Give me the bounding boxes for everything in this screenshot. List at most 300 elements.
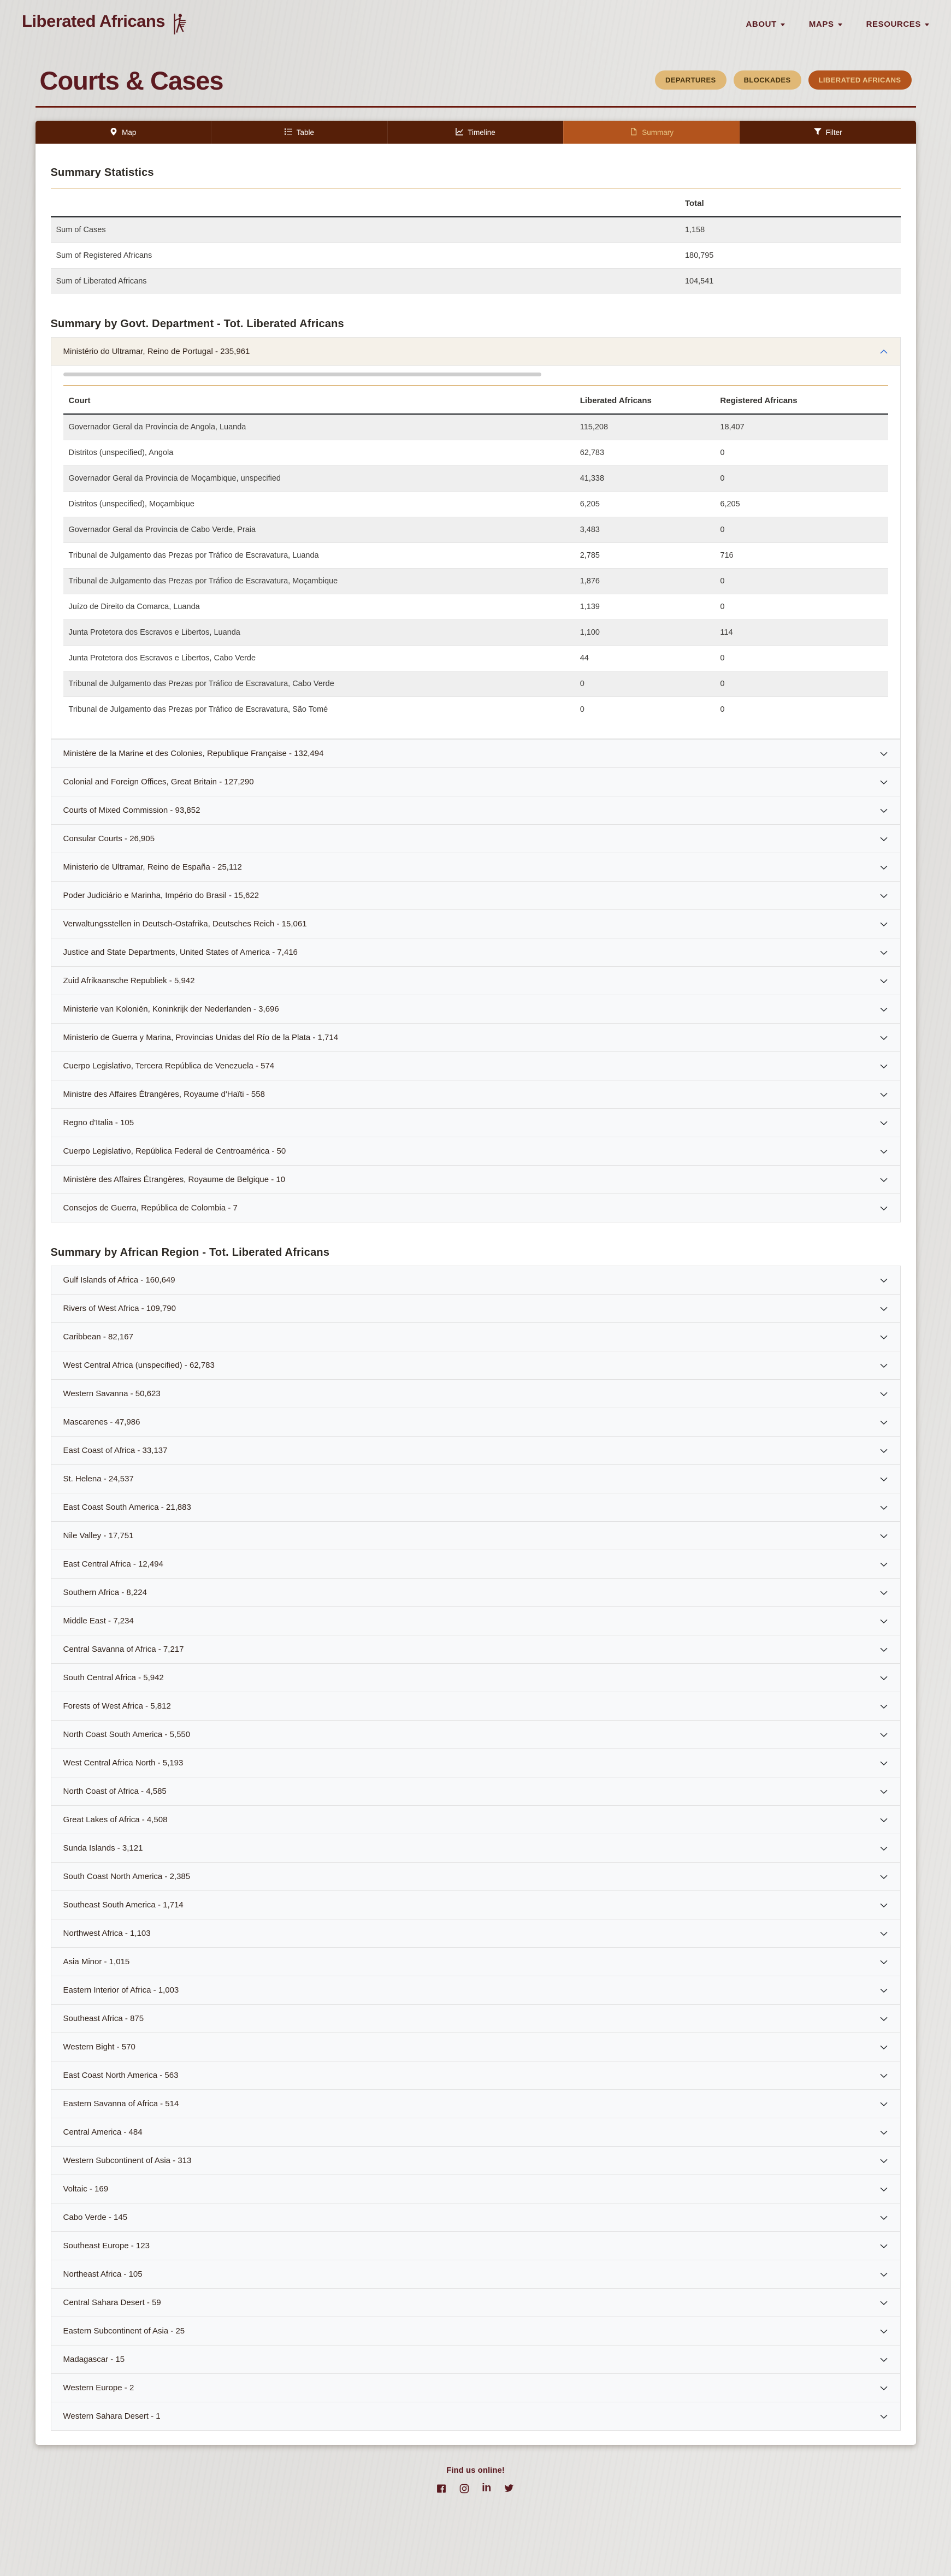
- tab-table[interactable]: [211, 121, 387, 144]
- court-cell: Distritos (unspecified), Angola: [63, 440, 575, 466]
- chevron-down-icon: [879, 2384, 888, 2392]
- court-cell: Governador Geral da Provincia de Cabo Verde, Praia: [63, 517, 575, 543]
- chevron-down-icon: [879, 1090, 888, 1099]
- accordion-header[interactable]: [51, 1437, 900, 1464]
- accordion-header[interactable]: [51, 1323, 900, 1351]
- chevron-down-icon: [879, 1674, 888, 1682]
- timeline-chart-icon: [456, 128, 463, 137]
- accordion-header[interactable]: [51, 1635, 900, 1663]
- accordion-header[interactable]: [51, 2175, 900, 2203]
- accordion-item-label: Southeast South America - 1,714: [63, 1900, 184, 1910]
- accordion-header[interactable]: [51, 1948, 900, 1976]
- accordion-header[interactable]: [51, 1380, 900, 1408]
- tab-map[interactable]: [36, 121, 211, 144]
- accordion-header[interactable]: [51, 2317, 900, 2345]
- accordion-item-label: East Coast South America - 21,883: [63, 1503, 191, 1512]
- accordion-header[interactable]: [51, 338, 900, 365]
- footer-title: Find us online!: [446, 2466, 505, 2475]
- accordion-header[interactable]: [51, 1721, 900, 1748]
- chevron-down-icon: [879, 1560, 888, 1569]
- liberated-cell: 41,338: [575, 466, 715, 492]
- view-tabs: [36, 121, 916, 144]
- instagram-icon[interactable]: [459, 2483, 470, 2494]
- accordion-item-label: Northeast Africa - 105: [63, 2270, 143, 2279]
- registered-cell: 114: [714, 620, 888, 646]
- chevron-down-icon: [879, 1333, 888, 1342]
- tab-label: Map: [122, 128, 137, 137]
- chevron-down-icon: [879, 1986, 888, 1995]
- accordion-item-label: Ministerie van Koloniën, Koninkrijk der Nederlanden - 3,696: [63, 1005, 279, 1014]
- summary-statistics-heading: Summary Statistics: [50, 167, 154, 179]
- liberated-cell: 6,205: [575, 492, 715, 517]
- accordion-item: [51, 2402, 901, 2431]
- accordion-header[interactable]: [51, 1080, 900, 1108]
- table-row: [63, 517, 888, 543]
- accordion-item-label: North Coast South America - 5,550: [63, 1730, 191, 1740]
- accordion-item-label: South Coast North America - 2,385: [63, 1872, 191, 1882]
- court-cell: Distritos (unspecified), Moçambique: [63, 492, 575, 517]
- accordion-item-label: Courts of Mixed Commission - 93,852: [63, 806, 200, 816]
- court-cell: Junta Protetora dos Escravos e Libertos, Luanda: [63, 620, 575, 646]
- accordion-header[interactable]: [51, 2345, 900, 2373]
- accordion-item: [51, 1051, 901, 1080]
- chevron-down-icon: [879, 1361, 888, 1370]
- chevron-down-icon: [879, 1119, 888, 1127]
- chevron-down-icon: [838, 23, 842, 26]
- linkedin-icon[interactable]: [482, 2482, 491, 2495]
- accordion-header[interactable]: [51, 1351, 900, 1379]
- region-accordion: [51, 1266, 901, 2431]
- chevron-down-icon: [879, 1147, 888, 1156]
- chevron-down-icon: [879, 1304, 888, 1313]
- accordion-item-label: Gulf Islands of Africa - 160,649: [63, 1275, 175, 1285]
- table-row: [63, 697, 888, 723]
- court-cell: Tribunal de Julgamento das Prezas por Tráfico de Escravatura, São Tomé: [63, 697, 575, 723]
- accordion-header[interactable]: [51, 1579, 900, 1606]
- chevron-down-icon: [879, 1872, 888, 1881]
- accordion-header[interactable]: [51, 967, 900, 995]
- table-row: [51, 269, 901, 294]
- accordion-header[interactable]: [51, 1976, 900, 2004]
- accordion-item: [51, 1777, 901, 1806]
- accordion-item: [51, 1521, 901, 1550]
- logo-text: Liberated Africans: [22, 11, 166, 31]
- chevron-down-icon: [879, 2299, 888, 2307]
- accordion-item: [51, 909, 901, 938]
- accordion-item-label: Ministère des Affaires Étrangères, Royaume de Belgique - 10: [63, 1175, 286, 1185]
- tab-label: Timeline: [468, 128, 495, 137]
- accordion-item: [51, 1436, 901, 1465]
- table-header-row: [51, 188, 901, 217]
- accordion-header[interactable]: [51, 1493, 900, 1521]
- accordion-header[interactable]: [51, 1052, 900, 1080]
- site-logo[interactable]: [22, 12, 187, 39]
- pill-blockades[interactable]: BLOCKADES: [734, 70, 801, 90]
- accordion-header[interactable]: [51, 853, 900, 881]
- accordion-item: [51, 1550, 901, 1579]
- accordion-item: [51, 2175, 901, 2203]
- accordion-item: [51, 2373, 901, 2402]
- stat-total-cell: 104,541: [680, 269, 901, 294]
- accordion-item-label: Asia Minor - 1,015: [63, 1957, 130, 1967]
- chevron-down-icon: [879, 1730, 888, 1739]
- chevron-down-icon: [879, 749, 888, 758]
- chevron-down-icon: [879, 1787, 888, 1796]
- chevron-down-icon: [879, 806, 888, 815]
- accordion-item-label: Madagascar - 15: [63, 2355, 125, 2365]
- accordion-header[interactable]: [51, 1109, 900, 1137]
- accordion-item-label: Voltaic - 169: [63, 2184, 109, 2194]
- region-summary-heading: Summary by African Region - Tot. Liberated Africans: [50, 1246, 330, 1259]
- accordion-header[interactable]: [51, 1891, 900, 1919]
- stat-total-cell: 180,795: [680, 243, 901, 269]
- accordion-header[interactable]: [51, 2232, 900, 2260]
- accordion-item: [51, 2089, 901, 2118]
- dataset-pills: [655, 70, 911, 94]
- total-header-cell: Total: [680, 188, 901, 217]
- accordion-header[interactable]: [51, 995, 900, 1023]
- chevron-down-icon: [879, 920, 888, 929]
- accordion-item: [51, 1080, 901, 1109]
- accordion-item-label: Northwest Africa - 1,103: [63, 1929, 151, 1939]
- accordion-item-label: Cuerpo Legislativo, República Federal de Centroamérica - 50: [63, 1147, 286, 1156]
- accordion-item: [51, 1464, 901, 1493]
- accordion-header[interactable]: [51, 1777, 900, 1805]
- accordion-item: [51, 824, 901, 853]
- social-links: [0, 2482, 951, 2495]
- chevron-up-icon[interactable]: [879, 347, 888, 356]
- chevron-down-icon: [879, 778, 888, 787]
- accordion-header[interactable]: [51, 1806, 900, 1834]
- accordion-item: [51, 2317, 901, 2345]
- chevron-down-icon: [879, 948, 888, 957]
- registered-cell: 716: [714, 543, 888, 569]
- site-footer: [0, 2466, 951, 2516]
- nav-item-about[interactable]: [746, 20, 785, 29]
- accordion-header[interactable]: [51, 1024, 900, 1051]
- accordion-header[interactable]: [51, 2033, 900, 2061]
- accordion-header[interactable]: [51, 2147, 900, 2175]
- accordion-item-label: Justice and State Departments, United States of America - 7,416: [63, 948, 298, 958]
- liberated-cell: 115,208: [580, 423, 609, 432]
- chevron-down-icon: [879, 1062, 888, 1071]
- accordion-item: [51, 881, 901, 910]
- registered-cell: 18,407: [720, 423, 745, 432]
- liberated-cell: 44: [575, 646, 715, 671]
- accordion-header[interactable]: [51, 882, 900, 909]
- accordion-item-label: Nile Valley - 17,751: [63, 1531, 134, 1541]
- govt-accordion: [51, 337, 901, 1222]
- stat-label-cell: Sum of Cases: [56, 226, 106, 235]
- accordion-item: [51, 1748, 901, 1777]
- accordion-header[interactable]: [51, 740, 900, 767]
- linkedin-glyph: in: [482, 2482, 491, 2495]
- liberated-cell: 62,783: [575, 440, 715, 466]
- accordion-item-label: Eastern Subcontinent of Asia - 25: [63, 2326, 185, 2336]
- chevron-down-icon: [879, 1276, 888, 1285]
- title-divider: [36, 106, 916, 108]
- accordion-header[interactable]: [51, 1664, 900, 1692]
- tab-label: Summary: [642, 128, 674, 137]
- nav-item-resources[interactable]: [866, 20, 929, 29]
- accordion-header[interactable]: [51, 2289, 900, 2317]
- accordion-item-label: Mascarenes - 47,986: [63, 1417, 140, 1427]
- accordion-header[interactable]: [51, 2005, 900, 2033]
- warrior-figure-icon: [170, 12, 187, 39]
- accordion-item-label: Southeast Africa - 875: [63, 2014, 144, 2024]
- accordion-item-label: Poder Judiciário e Marinha, Império do Brasil - 15,622: [63, 891, 259, 901]
- facebook-icon[interactable]: [436, 2483, 447, 2494]
- accordion-item-label: East Coast North America - 563: [63, 2071, 179, 2081]
- accordion-item: [51, 1947, 901, 1976]
- table-row: [63, 414, 888, 440]
- accordion-item: [51, 1493, 901, 1522]
- accordion-item: [51, 1351, 901, 1380]
- accordion-header[interactable]: [51, 2402, 900, 2430]
- accordion-item: [51, 1379, 901, 1408]
- tab-summary[interactable]: [563, 121, 740, 144]
- accordion-item-label: East Central Africa - 12,494: [63, 1559, 163, 1569]
- accordion-item: [51, 2118, 901, 2147]
- accordion-header[interactable]: [51, 825, 900, 853]
- accordion-item: [51, 1834, 901, 1863]
- accordion-item: [51, 1919, 901, 1948]
- accordion-header[interactable]: [51, 1834, 900, 1862]
- accordion-item-label: St. Helena - 24,537: [63, 1474, 134, 1484]
- accordion-item-label: Consular Courts - 26,905: [63, 834, 155, 844]
- accordion-item-label: East Coast of Africa - 33,137: [63, 1446, 168, 1456]
- liberated-cell: 2,785: [575, 543, 715, 569]
- stat-label-cell: Sum of Liberated Africans: [51, 269, 680, 294]
- accordion-header[interactable]: [51, 1863, 900, 1890]
- accordion-item: [51, 1578, 901, 1607]
- accordion-item: [51, 1165, 901, 1194]
- card-body: [36, 167, 916, 2445]
- chevron-down-icon: [879, 891, 888, 900]
- accordion-item: [51, 2146, 901, 2175]
- accordion-header[interactable]: [51, 1522, 900, 1550]
- accordion-item-expanded: [51, 337, 901, 739]
- registered-cell: 0: [714, 440, 888, 466]
- registered-cell: 0: [714, 594, 888, 620]
- chevron-down-icon: [879, 2071, 888, 2080]
- chevron-down-icon: [879, 1446, 888, 1455]
- chevron-down-icon: [879, 1033, 888, 1042]
- accordion-item: [51, 1976, 901, 2005]
- chevron-down-icon: [879, 2213, 888, 2222]
- accordion-header[interactable]: [51, 1408, 900, 1436]
- accordion-header[interactable]: [51, 2203, 900, 2231]
- accordion-item: [51, 1692, 901, 1721]
- chevron-down-icon: [879, 1645, 888, 1654]
- accordion-item-label: Sunda Islands - 3,121: [63, 1844, 143, 1853]
- site-header: [0, 0, 951, 39]
- govt-summary-heading: Summary by Govt. Department - Tot. Liberated Africans: [50, 318, 344, 330]
- liberated-cell: 1,139: [575, 594, 715, 620]
- filter-funnel-icon: [814, 128, 822, 137]
- accordion-body: [51, 365, 900, 738]
- chevron-down-icon: [781, 23, 785, 26]
- accordion-item: [51, 1720, 901, 1749]
- accordion-item: [51, 938, 901, 967]
- accordion-item: [51, 739, 901, 768]
- chevron-down-icon: [879, 2270, 888, 2279]
- accordion-item-label: Ministre des Affaires Étrangères, Royaume d'Haïti - 558: [63, 1090, 265, 1100]
- accordion-item: [51, 2231, 901, 2260]
- accordion-item: [51, 1108, 901, 1137]
- accordion-header[interactable]: [51, 2374, 900, 2402]
- registered-header-cell: Registered Africans: [714, 386, 888, 414]
- accordion-header[interactable]: [51, 2260, 900, 2288]
- registered-cell: 0: [714, 646, 888, 671]
- accordion-item: [51, 2004, 901, 2033]
- chevron-down-icon: [879, 2355, 888, 2364]
- accordion-item: [51, 1606, 901, 1635]
- chevron-down-icon: [879, 1005, 888, 1014]
- accordion-header[interactable]: [51, 1919, 900, 1947]
- accordion-header[interactable]: [51, 2061, 900, 2089]
- accordion-item-label: Western Europe - 2: [63, 2383, 134, 2393]
- accordion-header[interactable]: [51, 1749, 900, 1777]
- accordion-item-label: Central America - 484: [63, 2128, 143, 2137]
- accordion-item: [51, 1663, 901, 1692]
- accordion-item: [51, 2260, 901, 2289]
- accordion-header[interactable]: [51, 796, 900, 824]
- chevron-down-icon: [879, 1532, 888, 1540]
- stat-label-cell: Sum of Registered Africans: [51, 243, 680, 269]
- nav-label: MAPS: [808, 20, 834, 29]
- chevron-down-icon: [879, 1901, 888, 1910]
- accordion-header[interactable]: [51, 1465, 900, 1493]
- accordion-item: [51, 767, 901, 796]
- accordion-item: [51, 1294, 901, 1323]
- court-header-cell: Court: [63, 386, 575, 414]
- accordion-item: [51, 995, 901, 1024]
- main-nav: [746, 12, 930, 29]
- chevron-down-icon: [879, 1475, 888, 1484]
- liberated-cell: 1,876: [575, 569, 715, 594]
- accordion-header[interactable]: [51, 1166, 900, 1194]
- govt-collapsed-items: [51, 739, 901, 1222]
- table-row: [63, 569, 888, 594]
- accordion-item: [51, 1322, 901, 1351]
- chevron-down-icon: [879, 1759, 888, 1768]
- liberated-cell: 0: [575, 671, 715, 697]
- registered-cell: 0: [714, 697, 888, 723]
- accordion-item-label: Western Savanna - 50,623: [63, 1389, 161, 1399]
- nav-item-maps[interactable]: [809, 20, 842, 29]
- chevron-down-icon: [879, 1816, 888, 1824]
- accordion-item-label: Verwaltungsstellen in Deutsch-Ostafrika, Deutsches Reich - 15,061: [63, 919, 307, 929]
- registered-cell: 0: [714, 671, 888, 697]
- accordion-item-label: Middle East - 7,234: [63, 1616, 134, 1626]
- accordion-header[interactable]: [51, 910, 900, 938]
- chevron-down-icon: [879, 1844, 888, 1853]
- accordion-header[interactable]: [51, 1194, 900, 1222]
- chevron-down-icon: [879, 2043, 888, 2052]
- table-row: [63, 440, 888, 466]
- accordion-item: [51, 1023, 901, 1052]
- accordion-item-label: Central Sahara Desert - 59: [63, 2298, 161, 2308]
- court-cell: Junta Protetora dos Escravos e Libertos, Cabo Verde: [63, 646, 575, 671]
- accordion-item-label: West Central Africa North - 5,193: [63, 1758, 184, 1768]
- accordion-header[interactable]: [51, 1550, 900, 1578]
- accordion-item: [51, 1862, 901, 1891]
- accordion-item-label: Ministerio de Guerra y Marina, Provincias Unidas del Río de la Plata - 1,714: [63, 1033, 339, 1043]
- chevron-down-icon: [879, 2128, 888, 2137]
- accordion-item: [51, 2345, 901, 2374]
- chevron-down-icon: [879, 2185, 888, 2194]
- accordion-item-label: Southeast Europe - 123: [63, 2241, 150, 2251]
- accordion-header[interactable]: [51, 2090, 900, 2118]
- accordion-item-label: Regno d'Italia - 105: [63, 1118, 134, 1128]
- chevron-down-icon: [879, 1175, 888, 1184]
- pill-liberated-africans[interactable]: LIBERATED AFRICANS: [808, 70, 912, 90]
- chevron-down-icon: [879, 1617, 888, 1626]
- chevron-down-icon: [879, 2014, 888, 2023]
- accordion-item-label: Central Savanna of Africa - 7,217: [63, 1645, 184, 1655]
- chevron-down-icon: [879, 2156, 888, 2165]
- accordion-item-label: Forests of West Africa - 5,812: [63, 1701, 171, 1711]
- nav-label: ABOUT: [746, 20, 777, 29]
- accordion-header[interactable]: [51, 1607, 900, 1635]
- registered-cell: 0: [714, 517, 888, 543]
- chevron-down-icon: [879, 1958, 888, 1966]
- twitter-icon[interactable]: [503, 2483, 515, 2494]
- accordion-item: [51, 966, 901, 995]
- court-cell: Governador Geral da Provincia de Angola, Luanda: [68, 423, 246, 432]
- accordion-header[interactable]: [51, 1137, 900, 1165]
- table-row: [63, 671, 888, 697]
- liberated-cell: 3,483: [575, 517, 715, 543]
- accordion-header[interactable]: [51, 1692, 900, 1720]
- accordion-item-label: Rivers of West Africa - 109,790: [63, 1304, 176, 1314]
- accordion-item-label: Colonial and Foreign Offices, Great Britain - 127,290: [63, 777, 254, 787]
- content-card: [36, 121, 916, 2445]
- accordion-header[interactable]: [51, 1295, 900, 1322]
- registered-cell: 0: [714, 466, 888, 492]
- chevron-down-icon: [879, 977, 888, 985]
- accordion-item: [51, 1890, 901, 1919]
- tab-filter[interactable]: [740, 121, 916, 144]
- court-cell: Juízo de Direito da Comarca, Luanda: [63, 594, 575, 620]
- nav-label: RESOURCES: [866, 20, 921, 29]
- registered-cell: 0: [714, 569, 888, 594]
- page-title-row: [36, 67, 916, 94]
- summary-statistics-table: [51, 188, 901, 294]
- accordion-header[interactable]: [51, 1266, 900, 1294]
- accordion-item-label: West Central Africa (unspecified) - 62,783: [63, 1361, 215, 1370]
- accordion-item: [51, 2203, 901, 2232]
- table-list-icon: [285, 128, 292, 137]
- accordion-item-label: Ministério do Ultramar, Reino de Portugal - 235,961: [63, 347, 250, 357]
- accordion-item-label: Western Subcontinent of Asia - 313: [63, 2156, 192, 2166]
- pill-departures[interactable]: DEPARTURES: [655, 70, 726, 90]
- accordion-header[interactable]: [51, 2118, 900, 2146]
- accordion-item: [51, 1635, 901, 1664]
- document-icon: [630, 128, 637, 137]
- horizontal-scrollbar[interactable]: [63, 373, 542, 376]
- chevron-down-icon: [879, 2412, 888, 2421]
- table-row: [63, 492, 888, 517]
- accordion-header[interactable]: [51, 768, 900, 796]
- accordion-item: [51, 1408, 901, 1437]
- chevron-down-icon: [879, 2100, 888, 2108]
- tab-timeline[interactable]: [387, 121, 564, 144]
- liberated-cell: 0: [575, 697, 715, 723]
- accordion-header[interactable]: [51, 938, 900, 966]
- court-cell: Tribunal de Julgamento das Prezas por Tráfico de Escravatura, Luanda: [63, 543, 575, 569]
